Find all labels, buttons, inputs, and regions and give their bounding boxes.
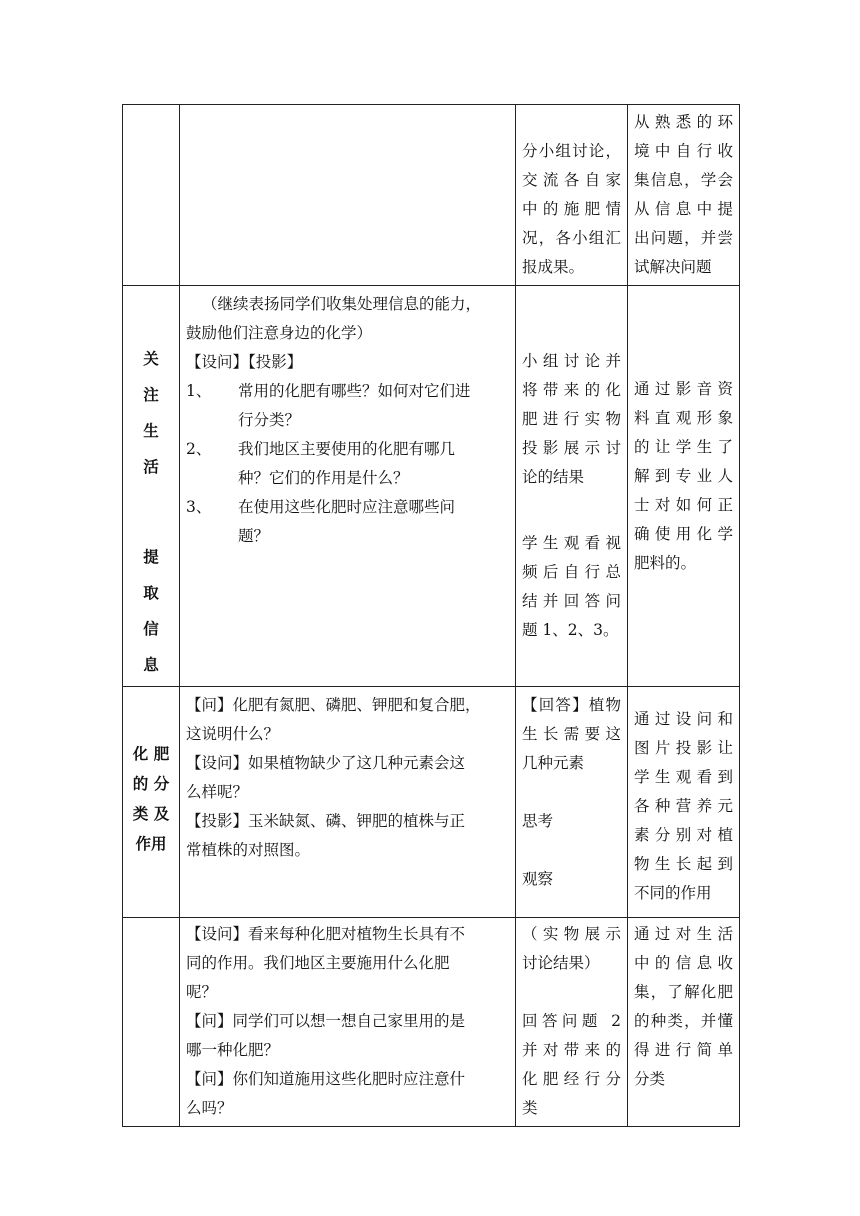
text-line: 在使用这些化肥时应注意哪些问 — [238, 498, 456, 516]
teacher-activity-cell — [180, 286, 516, 687]
text-line: 解到专业人 — [634, 467, 733, 485]
text-line: 【问】你们知道施用这些化肥时应注意什 — [186, 1070, 466, 1088]
text-line: 集，了解化肥 — [634, 983, 733, 1001]
student-activity-cell — [516, 105, 628, 286]
text-line: 【问】化肥有氮肥、磷肥、钾肥和复合肥， — [186, 696, 481, 714]
text-line: 【投影】玉米缺氮、磷、钾肥的植株与正 — [186, 812, 466, 830]
design-intent-cell — [628, 105, 740, 286]
question-number: 2、 — [186, 440, 212, 458]
text-line: 集信息，学会 — [634, 171, 733, 189]
text-line: 【回答】植物 — [522, 696, 621, 714]
text-line: 几种元素 — [522, 754, 585, 772]
text-line: 分小组讨论， — [522, 142, 621, 160]
text-line: 图片投影让 — [634, 739, 733, 757]
text-line: 呢？ — [186, 983, 218, 1001]
text-line: 确使用化学 — [634, 525, 733, 543]
text-line: 小组讨论并 — [522, 352, 621, 370]
text-line: 这说明什么？ — [186, 725, 280, 743]
text-line: 回答问题 2 — [522, 1012, 621, 1030]
design-intent-cell — [628, 918, 740, 1127]
text-line: 不同的作用 — [634, 884, 712, 902]
table-row — [123, 687, 740, 918]
prompt-heading: 【设问】【投影】 — [186, 353, 303, 371]
text-line: 种？它们的作用是什么？ — [238, 469, 409, 487]
text-line: 题？ — [238, 527, 270, 545]
text-line: 肥进行实物 — [522, 410, 621, 428]
text-line: 常植株的对照图。 — [186, 841, 311, 859]
text-line: 各种营养元 — [634, 797, 733, 815]
table-row — [123, 286, 740, 687]
teacher-activity-cell — [180, 918, 516, 1127]
text-line: （继续表扬同学们收集处理信息的能力， — [202, 295, 482, 313]
text-line: 化肥经行分 — [522, 1070, 621, 1088]
text-line: 类 — [522, 1099, 538, 1117]
text-line: 题 1、2、3。 — [522, 621, 619, 639]
text-line: 从信息中提 — [634, 200, 733, 218]
text-line: 投影展示讨 — [522, 439, 621, 457]
text-line: 常用的化肥有哪些？如何对它们进 — [238, 382, 471, 400]
text-line: 同的作用。我们地区主要施用什么化肥 — [186, 954, 450, 972]
text-line: 思考 — [522, 812, 554, 830]
teacher-activity-cell — [180, 105, 516, 286]
text-line: 通过设问和 — [634, 710, 733, 728]
text-line: 通过影音资 — [634, 380, 733, 398]
text-line: 行分类？ — [238, 411, 301, 429]
stage-label-char: 提 — [143, 548, 159, 566]
text-line: 中的施肥情 — [522, 200, 621, 218]
stage-label-cell — [123, 918, 180, 1127]
text-line: 鼓励他们注意身边的化学） — [186, 324, 373, 342]
stage-label-char: 活 — [143, 458, 159, 476]
text-line: 结并回答问 — [522, 592, 621, 610]
text-line: 将带来的化 — [522, 381, 621, 399]
design-intent-cell — [628, 687, 740, 918]
text-line: 学生观看到 — [634, 768, 733, 786]
text-line: 的让学生了 — [634, 438, 733, 456]
stage-label-char: 注 — [143, 386, 159, 404]
teacher-activity-cell — [180, 687, 516, 918]
text-line: 讨论结果） — [522, 954, 600, 972]
text-line: 的种类，并懂 — [634, 1012, 733, 1030]
text-line: 得进行简单 — [634, 1041, 733, 1059]
stage-label-line: 类 及 — [132, 805, 170, 823]
text-line: 肥料的。 — [634, 554, 697, 572]
stage-label-line: 的 分 — [132, 775, 170, 793]
text-line: 么样呢？ — [186, 783, 249, 801]
question-item — [186, 435, 509, 493]
text-line: 境中自行收 — [634, 142, 733, 160]
text-line: 况，各小组汇 — [522, 229, 621, 247]
text-line: 士对如何正 — [634, 496, 733, 514]
text-line: 中的信息收 — [634, 954, 733, 972]
stage-label-line: 化 肥 — [132, 745, 170, 763]
text-line: 生长需要这 — [522, 725, 621, 743]
question-item — [186, 493, 509, 551]
text-line: 从熟悉的环 — [634, 113, 733, 131]
table-row — [123, 105, 740, 286]
text-line: 料直观形象 — [634, 409, 733, 427]
stage-label-cell — [123, 286, 180, 687]
question-number: 1、 — [186, 382, 212, 400]
design-intent-cell — [628, 286, 740, 687]
stage-label-cell — [123, 687, 180, 918]
text-line: 试解决问题 — [634, 258, 712, 276]
text-line: 通过对生活 — [634, 925, 733, 943]
student-activity-cell — [516, 286, 628, 687]
text-line: 物生长起到 — [634, 855, 733, 873]
text-line: 出问题，并尝 — [634, 229, 733, 247]
text-line: 素分别对植 — [634, 826, 733, 844]
text-line: 频后自行总 — [522, 563, 621, 581]
stage-label-char: 生 — [143, 422, 159, 440]
stage-label-char: 关 — [143, 350, 159, 368]
student-activity-cell — [516, 918, 628, 1127]
text-line: 【设问】看来每种化肥对植物生长具有不 — [186, 925, 466, 943]
stage-label-line: 作用 — [135, 835, 167, 853]
student-activity-cell — [516, 687, 628, 918]
text-line: 【问】同学们可以想一想自己家里用的是 — [186, 1012, 466, 1030]
text-line: 我们地区主要使用的化肥有哪几 — [238, 440, 456, 458]
text-line: 分类 — [634, 1070, 666, 1088]
text-line: 并对带来的 — [522, 1041, 621, 1059]
lesson-plan-table — [122, 104, 740, 1127]
text-line: 交流各自家 — [522, 171, 621, 189]
stage-label-char: 取 — [143, 584, 159, 602]
text-line: 观察 — [522, 870, 554, 888]
question-item — [186, 377, 509, 435]
text-line: （实物展示 — [522, 925, 621, 943]
text-line: 哪一种化肥？ — [186, 1041, 280, 1059]
question-number: 3、 — [186, 498, 212, 516]
text-line: 报成果。 — [522, 258, 585, 276]
text-line: 论的结果 — [522, 468, 585, 486]
text-line: 【设问】如果植物缺少了这几种元素会这 — [186, 754, 466, 772]
table-row — [123, 918, 740, 1127]
text-line: 么吗？ — [186, 1099, 233, 1117]
stage-label-cell — [123, 105, 180, 286]
stage-label-char: 息 — [143, 656, 159, 674]
stage-label-char: 信 — [143, 620, 159, 638]
text-line: 学生观看视 — [522, 534, 621, 552]
